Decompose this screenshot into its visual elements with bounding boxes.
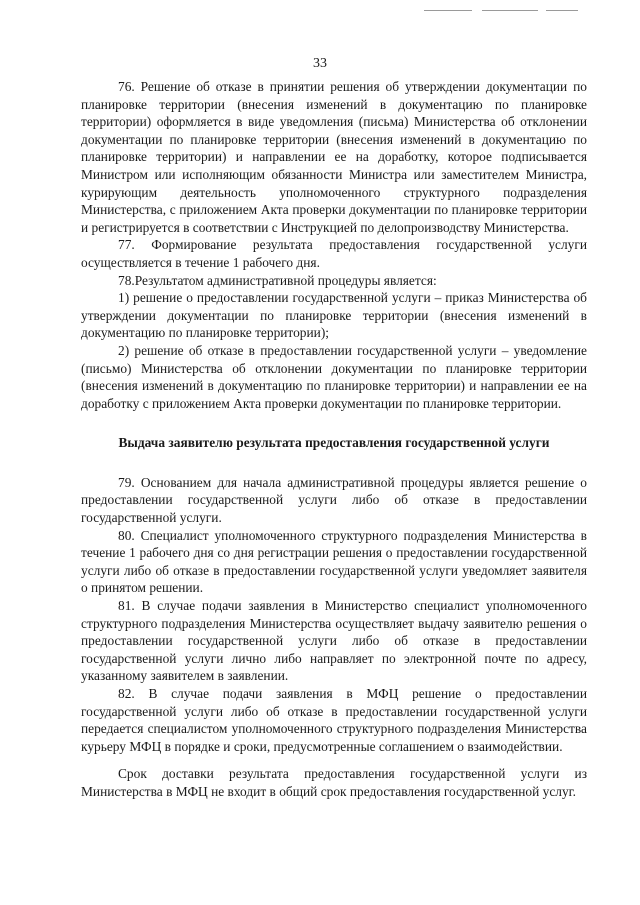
page-number: 33 <box>313 56 327 71</box>
header-rule <box>424 10 472 11</box>
paragraph-80: 80. Специалист уполномоченного структурного подразделения Министерства в течение 1 рабочего дня со дня регистрации решения о предоставлении государственной услуги либо об отказе в предоставлении государственной услуги уведомляет заявителя о принятом решении. <box>81 527 587 596</box>
paragraph-78-item-1: 1) решение о предоставлении государственной услуги – приказ Министерства об утверждении документации по планировке территории (внесения изменений в документацию по планировке территории); <box>81 290 587 341</box>
paragraph-76: 76. Решение об отказе в принятии решения об утверждении документации по планировке территории (внесения изменений в документацию по планировке территории) оформляется в виде уведомления (письма) Министерства об отклонении документации по планировке территории (внесения изменений в документацию по планировке территории) и направлении ее на доработку, которое подписывается Министром или исполняющим обязанности Министра или заместителем Министра, курирующим деятельность уполномоченного структурного подразделения Министерства, с приложением Акта проверки документации по планировке территории и регистрируется в соответствии с Инструкцией по делопроизводству Министерства. <box>81 79 587 235</box>
paragraph-77: 77. Формирование результата предоставления государственной услуги осуществляется в течение 1 рабочего дня. <box>81 237 587 270</box>
paragraph-delivery-term: Срок доставки результата предоставления государственной услуги из Министерства в МФЦ не входит в общий срок предоставления государственной услуг. <box>81 766 587 799</box>
paragraph-82: 82. В случае подачи заявления в МФЦ решение о предоставлении государственной услуги либо об отказе в предоставлении государственной услуги передается специалистом уполномоченного структурного подразделения Министерства курьеру МФЦ в порядке и сроки, предусмотренные соглашением о взаимодействии. <box>81 686 587 754</box>
header-rule <box>546 10 578 11</box>
paragraph-79: 79. Основанием для начала административной процедуры является решение о предоставлении государственной услуги либо об отказе в предоставлении государственной услуги. <box>81 474 587 526</box>
document-body <box>81 78 587 801</box>
paragraph-78-item-2: 2) решение об отказе в предоставлении государственной услуги – уведомление (письмо) Министерства об отклонении документации по планировке территории (внесения изменений в документацию по планировке территории) и направлении ее на доработку с приложением Акта проверки документации по планировке территории. <box>81 342 587 411</box>
header-rule <box>482 10 538 11</box>
paragraph-81: 81. В случае подачи заявления в Министерство специалист уполномоченного структурного подразделения Министерства осуществляет выдачу заявителю решения о предоставлении государственной услуги либо об отказе в предоставлении государственной услуги лично либо направляет по электронной почте по адресу, указанному заявителем в заявлении. <box>81 598 587 684</box>
paragraph-78: 78.Результатом административной процедуры является: <box>118 272 437 288</box>
section-heading: Выдача заявителю результата предоставления государственной услуги <box>118 435 550 451</box>
